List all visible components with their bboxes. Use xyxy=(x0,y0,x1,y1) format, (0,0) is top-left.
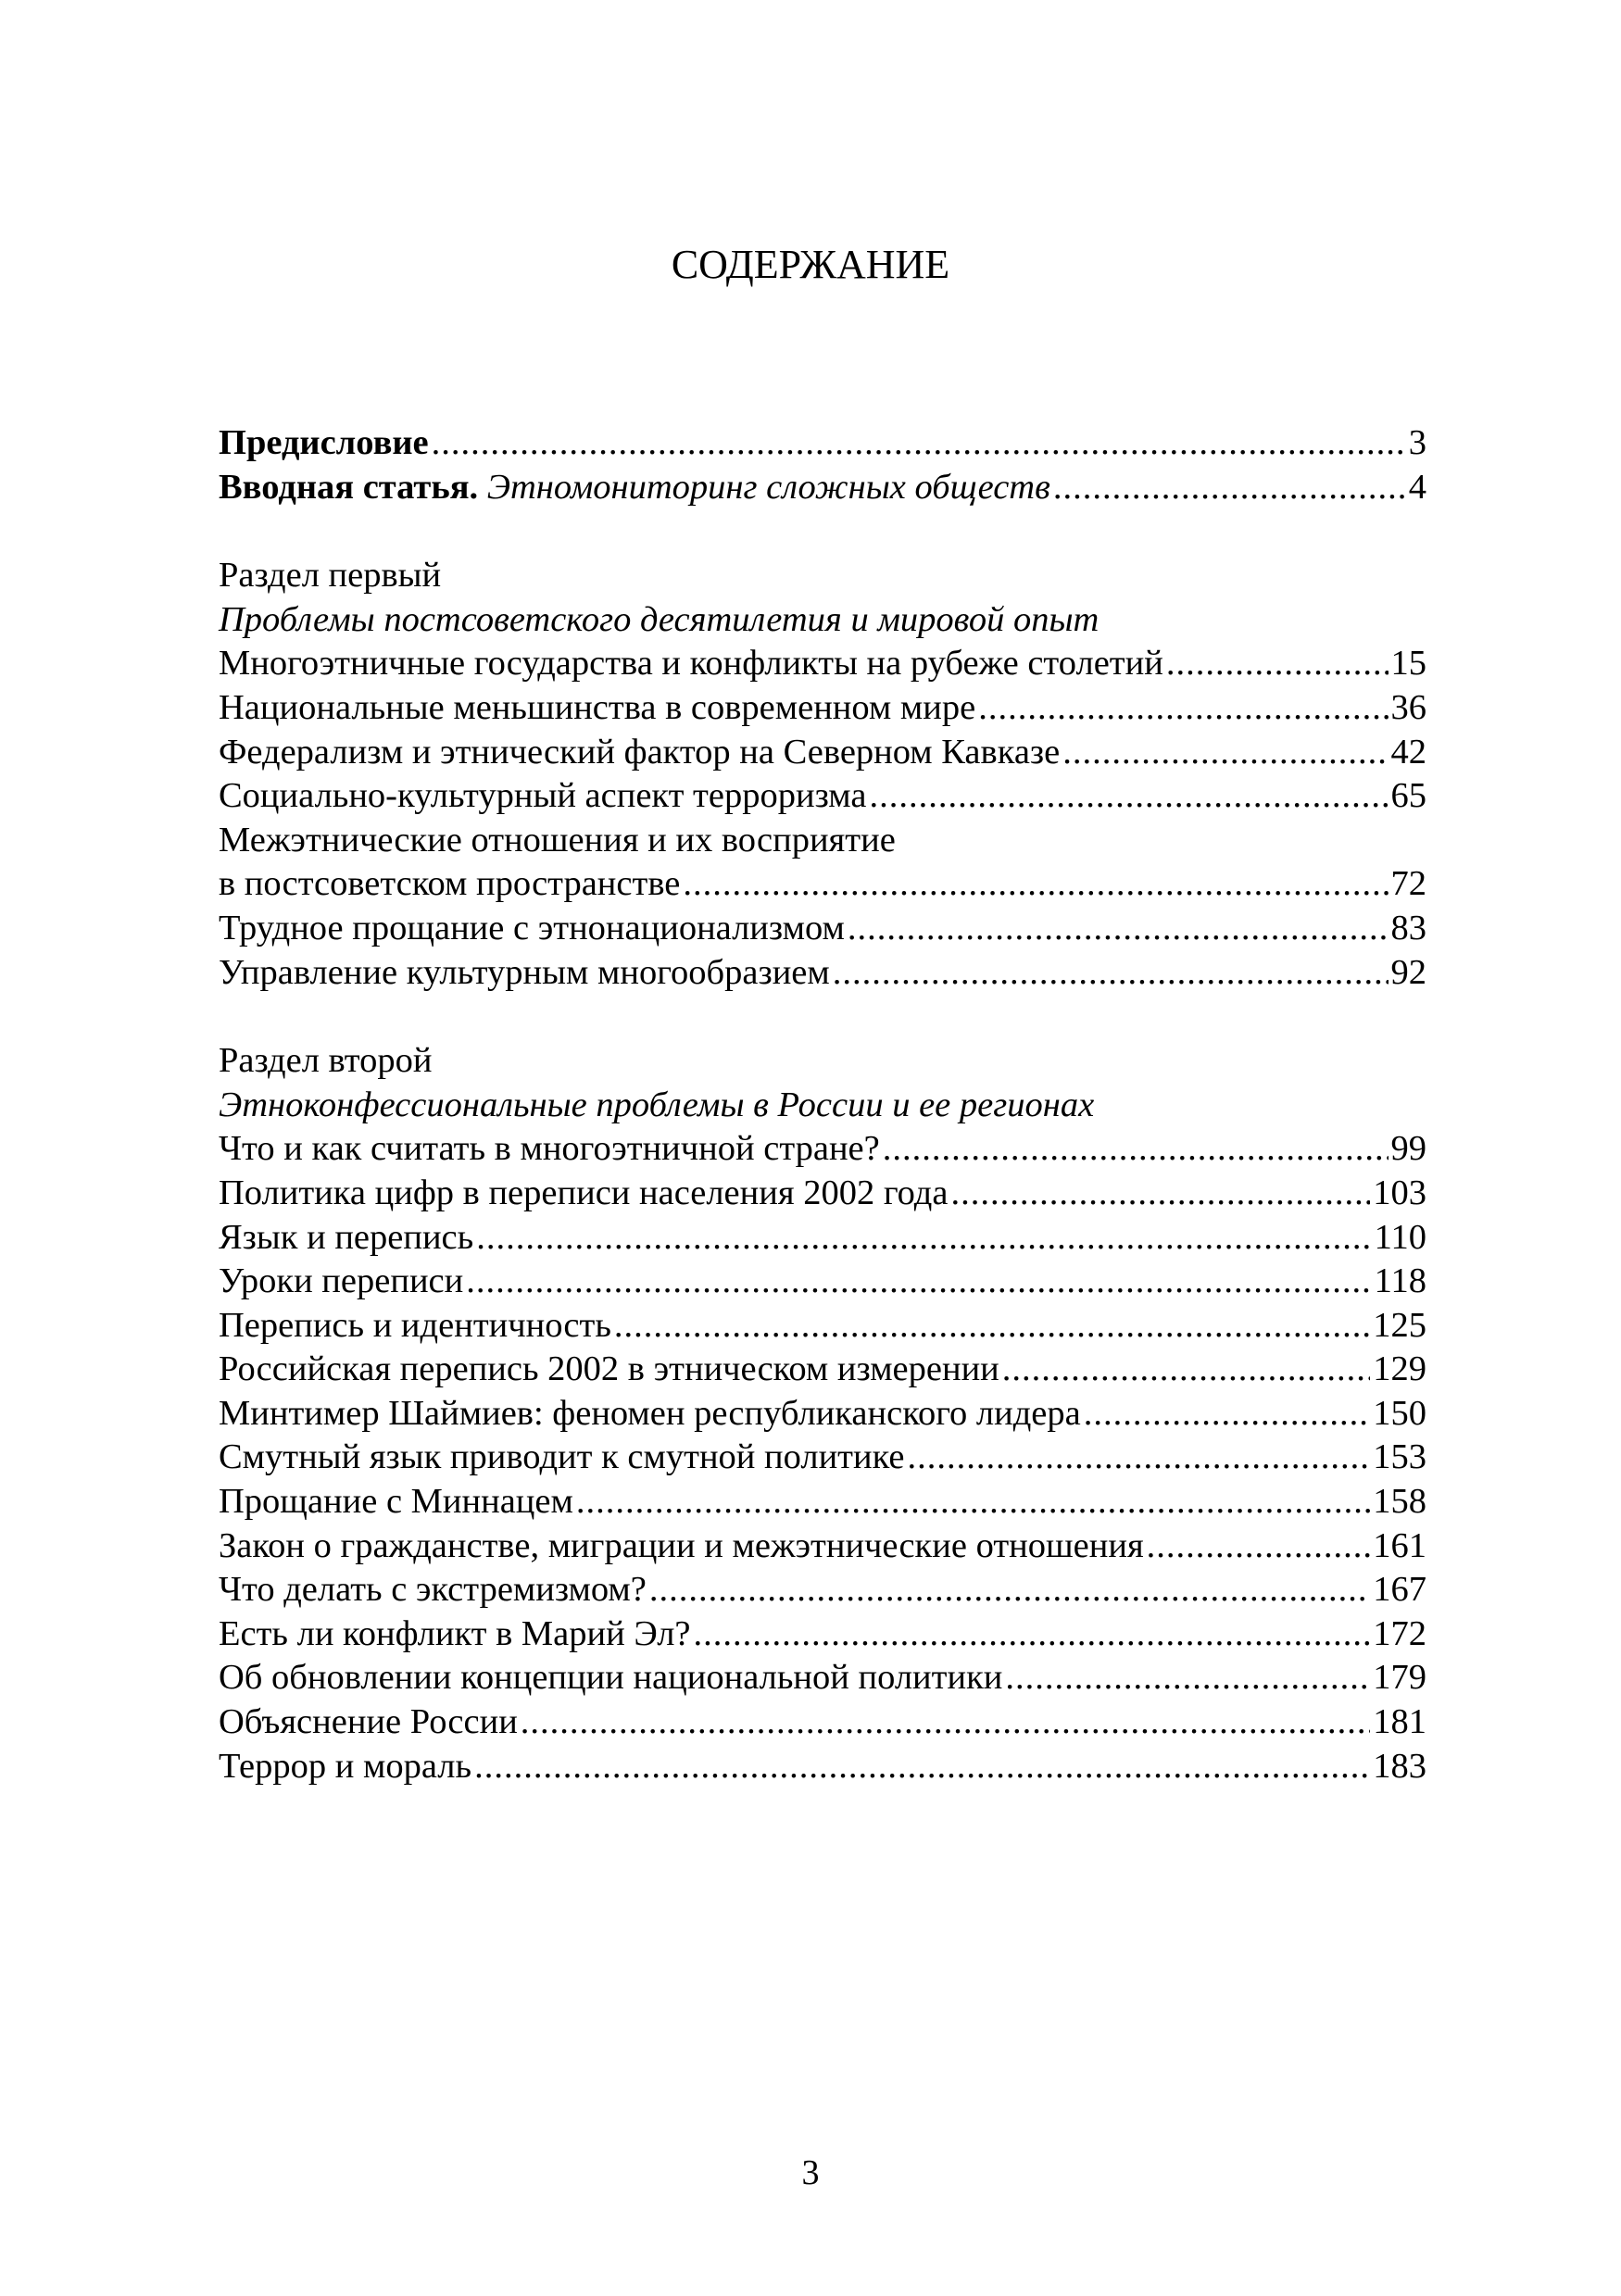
toc-entry-title: Вводная статья. xyxy=(219,467,479,507)
toc-entry[interactable] xyxy=(219,1216,1426,1261)
dot-leader xyxy=(432,421,1406,466)
toc-page-number: 103 xyxy=(1373,1173,1426,1212)
toc-entry-title: Предисловие xyxy=(219,423,429,462)
page-number-footer: 3 xyxy=(801,2153,820,2192)
toc-entry-title: Язык и перепись xyxy=(219,1217,474,1257)
section-heading: Раздел второй xyxy=(219,1041,433,1081)
page-title: СОДЕРЖАНИЕ xyxy=(671,242,950,287)
section-heading: Раздел первый xyxy=(219,556,442,596)
toc-entry[interactable] xyxy=(219,686,1426,731)
dot-leader xyxy=(848,907,1389,951)
toc-entry-title: Что и как считать в многоэтничной стране? xyxy=(219,1129,880,1169)
toc-page-number: 167 xyxy=(1373,1570,1426,1610)
dot-leader xyxy=(1002,1348,1370,1392)
toc-entry[interactable] xyxy=(219,1612,1426,1657)
section-subtitle: Этноконфессиональные проблемы в России и ее регионах xyxy=(219,1085,1095,1124)
toc-page-number: 15 xyxy=(1390,644,1426,684)
dot-leader xyxy=(1053,466,1406,510)
dot-leader xyxy=(476,1216,1371,1261)
toc-entry[interactable] xyxy=(219,1348,1426,1392)
dot-leader xyxy=(694,1612,1371,1657)
toc-entry-title: Объяснение России xyxy=(219,1702,518,1742)
dot-leader xyxy=(1084,1392,1371,1437)
toc-page-number: 150 xyxy=(1373,1393,1426,1433)
toc-entry[interactable] xyxy=(219,1524,1426,1569)
toc-entry-title-line1[interactable]: Межэтнические отношения и их восприятие xyxy=(219,820,896,859)
toc-page-number: 4 xyxy=(1408,467,1426,507)
dot-leader xyxy=(649,1568,1370,1612)
dot-leader xyxy=(521,1700,1370,1745)
toc-entry-title: Российская перепись 2002 в этническом измерении xyxy=(219,1349,999,1389)
toc-entry-title: Управление культурным многообразием xyxy=(219,952,830,992)
toc-entry[interactable] xyxy=(219,1127,1426,1172)
toc-entry[interactable] xyxy=(219,907,1426,951)
toc-page-number: 181 xyxy=(1373,1702,1426,1742)
toc-entry-intro[interactable] xyxy=(219,466,1426,510)
toc-entry-title: Что делать с экстремизмом? xyxy=(219,1570,647,1610)
toc-page-number: 3 xyxy=(1408,423,1426,462)
toc-entry[interactable] xyxy=(219,1260,1426,1304)
toc-page-number: 183 xyxy=(1373,1746,1426,1786)
dot-leader xyxy=(1005,1656,1370,1700)
toc-page-number: 129 xyxy=(1373,1349,1426,1389)
toc-entry[interactable] xyxy=(219,774,1426,819)
toc-page-number: 65 xyxy=(1390,776,1426,816)
toc-entry-title: Уроки переписи xyxy=(219,1261,464,1301)
toc-entry-title: Многоэтничные государства и конфликты на рубеже столетий xyxy=(219,644,1163,684)
toc-page-number: 179 xyxy=(1373,1658,1426,1698)
dot-leader xyxy=(614,1304,1370,1349)
dot-leader xyxy=(907,1436,1370,1480)
toc-entry[interactable] xyxy=(219,951,1426,996)
toc-entry-title: Перепись и идентичность xyxy=(219,1305,611,1345)
dot-leader xyxy=(833,951,1389,996)
toc-page-number: 110 xyxy=(1374,1217,1426,1257)
toc-entry-title: Прощание с Миннацем xyxy=(219,1482,573,1522)
dot-leader xyxy=(950,1172,1370,1216)
toc-page-number: 125 xyxy=(1373,1305,1426,1345)
dot-leader xyxy=(1166,642,1389,686)
table-of-contents xyxy=(219,421,1426,1788)
dot-leader xyxy=(683,862,1388,907)
toc-entry-preface[interactable] xyxy=(219,421,1426,466)
dot-leader xyxy=(883,1127,1389,1172)
toc-entry[interactable] xyxy=(219,1436,1426,1480)
toc-entry-subtitle: Этномониторинг сложных обществ xyxy=(486,467,1050,507)
dot-leader xyxy=(1147,1524,1371,1569)
toc-page-number: 158 xyxy=(1373,1482,1426,1522)
dot-leader xyxy=(869,774,1388,819)
toc-entry[interactable] xyxy=(219,731,1426,775)
toc-page-number: 42 xyxy=(1390,732,1426,772)
toc-entry[interactable] xyxy=(219,1392,1426,1437)
dot-leader xyxy=(474,1745,1370,1789)
toc-entry[interactable] xyxy=(219,1700,1426,1745)
dot-leader xyxy=(978,686,1388,731)
toc-entry[interactable] xyxy=(219,1172,1426,1216)
toc-entry[interactable] xyxy=(219,1745,1426,1789)
toc-entry-title: Трудное прощание с этнонационализмом xyxy=(219,908,845,947)
toc-page-number: 161 xyxy=(1373,1525,1426,1565)
toc-page-number: 83 xyxy=(1390,908,1426,947)
dot-leader xyxy=(1062,731,1388,775)
toc-entry[interactable] xyxy=(219,642,1426,686)
toc-page-number: 92 xyxy=(1390,952,1426,992)
toc-page-number: 99 xyxy=(1390,1129,1426,1169)
toc-entry-title: Федерализм и этнический фактор на Северном Кавказе xyxy=(219,732,1061,772)
toc-entry-title: Есть ли конфликт в Марий Эл? xyxy=(219,1613,691,1653)
toc-entry-title: Смутный язык приводит к смутной политике xyxy=(219,1437,905,1477)
toc-page-number: 36 xyxy=(1390,687,1426,727)
toc-page-number: 72 xyxy=(1390,864,1426,904)
toc-entry-title: Минтимер Шаймиев: феномен республиканского лидера xyxy=(219,1393,1081,1433)
toc-entry[interactable] xyxy=(219,1656,1426,1700)
toc-entry-title: Об обновлении концепции национальной политики xyxy=(219,1658,1003,1698)
toc-entry-title: Национальные меньшинства в современном мире xyxy=(219,687,976,727)
toc-entry-title: Политика цифр в переписи населения 2002 года xyxy=(219,1173,949,1212)
toc-page-number: 118 xyxy=(1374,1261,1426,1301)
section-subtitle: Проблемы постсоветского десятилетия и мировой опыт xyxy=(219,599,1100,639)
toc-entry-title-line2: в постсоветском пространстве xyxy=(219,864,681,904)
toc-page-number: 153 xyxy=(1373,1437,1426,1477)
toc-entry-title: Закон о гражданстве, миграции и межэтнические отношения xyxy=(219,1525,1144,1565)
dot-leader xyxy=(466,1260,1371,1304)
toc-entry[interactable] xyxy=(219,1568,1426,1612)
toc-entry-title: Террор и мораль xyxy=(219,1746,472,1786)
toc-entry[interactable] xyxy=(219,862,1426,907)
dot-leader xyxy=(576,1480,1370,1524)
toc-entry-title: Социально-культурный аспект терроризма xyxy=(219,776,867,816)
toc-entry[interactable] xyxy=(219,1480,1426,1524)
toc-entry[interactable] xyxy=(219,1304,1426,1349)
toc-page-number: 172 xyxy=(1373,1613,1426,1653)
